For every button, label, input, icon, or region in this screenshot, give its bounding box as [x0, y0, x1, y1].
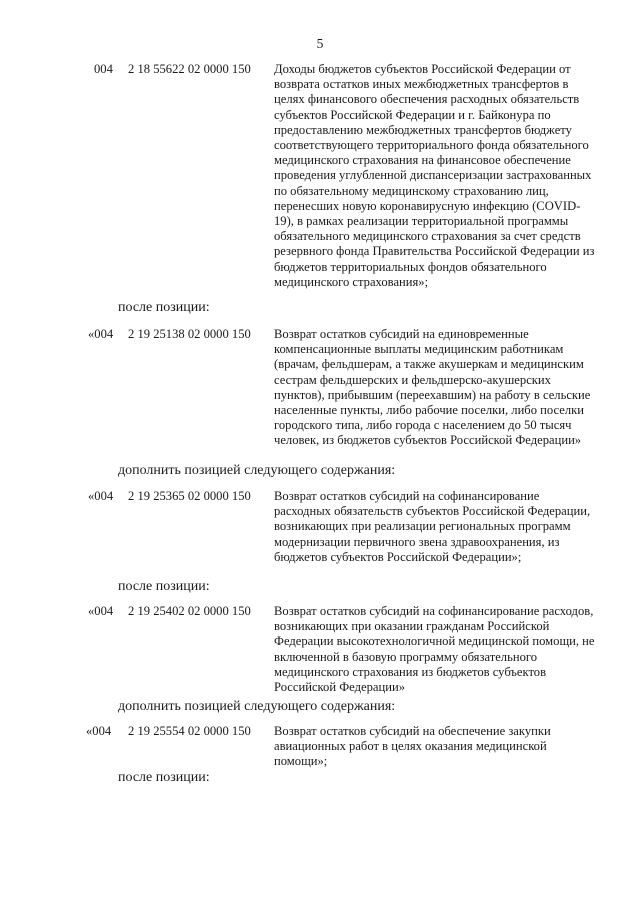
entry-description: Возврат остатков субсидий на обеспечение закупки авиационных работ в целях оказания медицинской помощи»;: [274, 724, 551, 769]
budget-classification-code: 2 19 25554 02 0000 150: [128, 724, 251, 738]
admin-code: «004: [88, 604, 114, 618]
instruction-text: после позиции:: [118, 770, 210, 785]
budget-classification-code: 2 19 25365 02 0000 150: [128, 489, 251, 503]
instruction-text: после позиции:: [118, 579, 210, 594]
admin-code: «004: [88, 489, 114, 503]
budget-classification-code: 2 19 25402 02 0000 150: [128, 604, 251, 618]
admin-code: 004: [94, 62, 113, 76]
page-number: 5: [316, 36, 324, 51]
admin-code: «004: [88, 327, 114, 341]
entry-description: Доходы бюджетов субъектов Российской Федерации от возврата остатков иных межбюджетных трансфертов в целях финансового обеспечения расходных обязательств субъектов Российской Федерации и г. Байконура по предоставлению межбюджетных трансфертов бюджету соответствующего территориального фонда обязательного медицинского страхования на финансовое обеспечение проведения углубленной диспансеризации застрахованных по обязательному медицинскому страхованию лиц, перенесших новую коронавирусную инфекцию (COVID-19), в рамках реализации территориальной программы обязательного медицинского страхования за счет средств резервного фонда Правительства Российской Федерации из бюджетов территориальных фондов обязательного медицинского страхования»;: [274, 62, 595, 289]
admin-code: «004: [86, 724, 112, 738]
instruction-text: после позиции:: [118, 300, 210, 315]
instruction-text: дополнить позицией следующего содержания:: [118, 699, 396, 714]
budget-classification-code: 2 18 55622 02 0000 150: [128, 62, 251, 76]
entry-description: Возврат остатков субсидий на софинансирование расходных обязательств субъектов Российской Федерации, возникающих при реализации региональных программ модернизации первичного звена здравоохранения, из бюджетов субъектов Российской Федерации»;: [274, 489, 591, 564]
entry-description: Возврат остатков субсидий на единовременные компенсационные выплаты медицинским работникам (врачам, фельдшерам, а также акушеркам и медицинским сестрам фельдшерских и фельдшерско-акушерских пунктов), прибывшим (переехавшим) на работу в сельские населенные пункты, либо рабочие поселки, либо поселки городского типа, либо города с населением до 50 тысяч человек, из бюджетов субъектов Российской Федерации»: [274, 327, 591, 448]
instruction-text: дополнить позицией следующего содержания:: [118, 463, 396, 478]
budget-classification-code: 2 19 25138 02 0000 150: [128, 327, 251, 341]
entry-description: Возврат остатков субсидий на софинансирование расходов, возникающих при оказании гражданам Российской Федерации высокотехнологичной медицинской помощи, не включенной в базовую программу обязательного медицинского страхования из бюджетов субъектов Российской Федерации»: [274, 604, 595, 695]
